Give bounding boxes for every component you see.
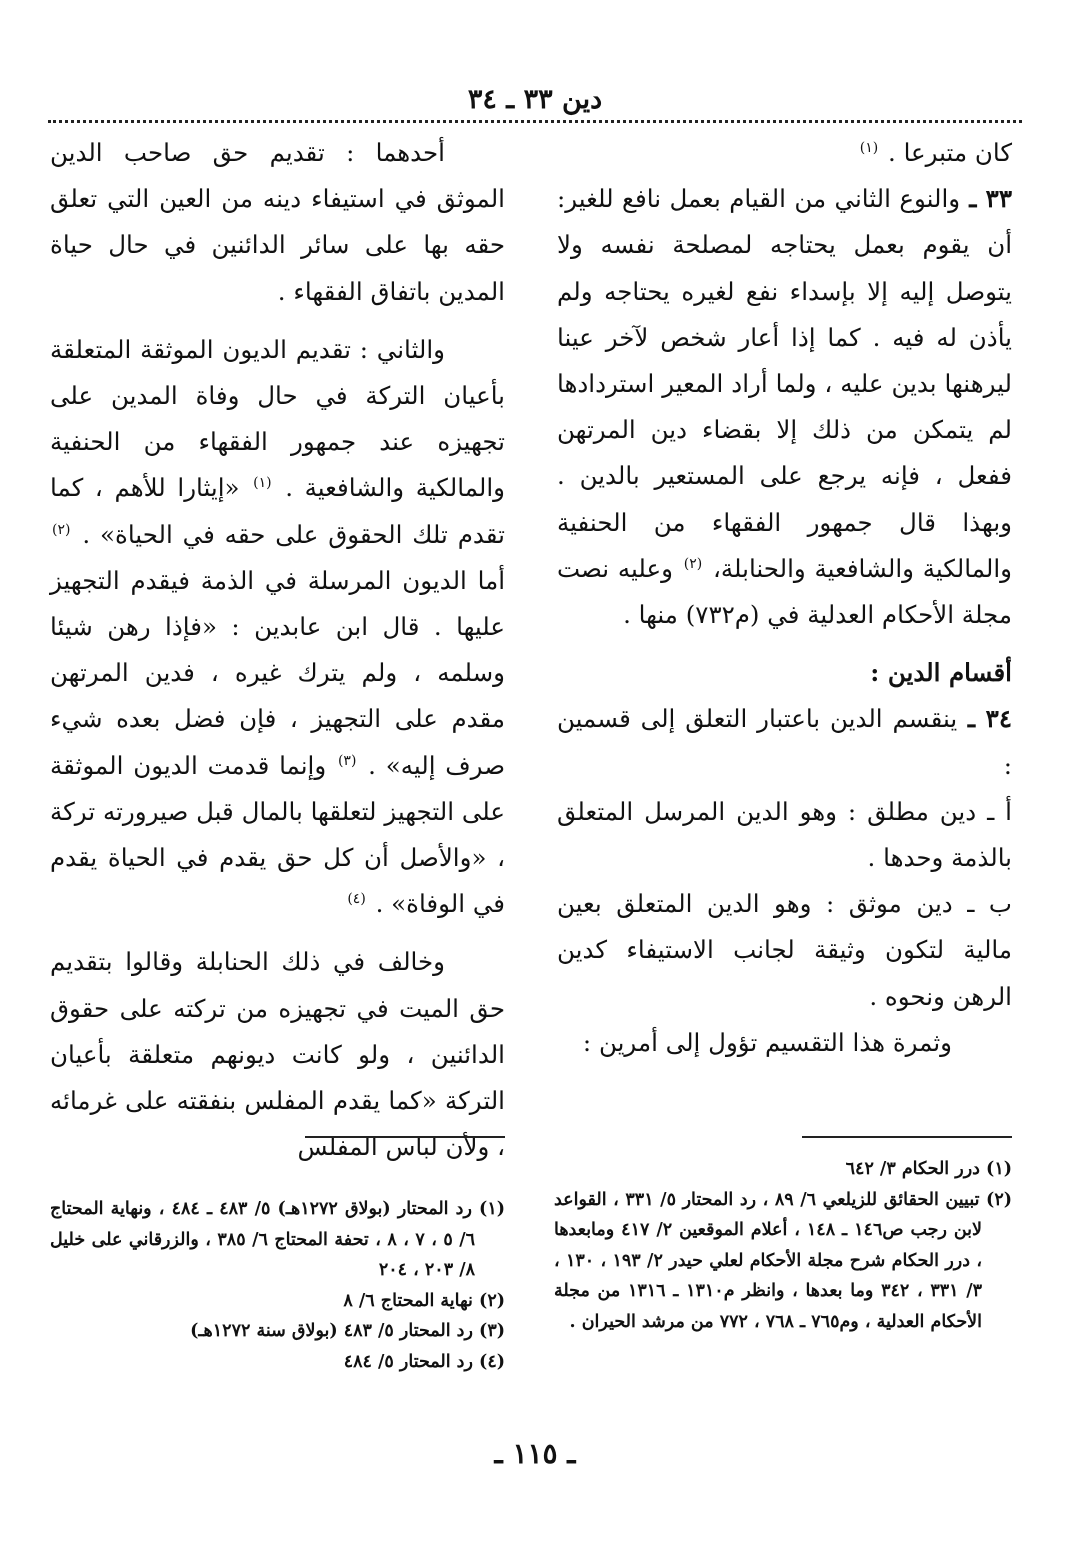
footnote-ref: (٤) [347, 891, 366, 908]
footnotes-right [554, 1154, 1012, 1338]
footnote: (٢) نهاية المحتاج ٦/ ٨ [343, 1290, 505, 1311]
paragraph-fruit: وثمرة هذا التقسيم تؤول إلى أمرين : [582, 1027, 952, 1057]
paragraph-text: وعليه نصت مجلة الأحكام العدلية في (م٧٣٢) منها . [557, 553, 1012, 630]
footnote-ref: (٣) [337, 752, 357, 769]
paragraph-second-matter [50, 327, 505, 928]
paragraph-text: أما الديون المرسلة في الذمة فيقدم التجهيز عليها . قال ابن عابدين : «فإذا رهن شيئا وسلمه ، ولم يترك غيره ، فدين المرتهن مقدم على التجهيز ، فإن فضل بعده شيء صرف إليه» . [50, 565, 505, 780]
paragraph-text: وإنما قدمت الديون الموثقة على التجهيز لتعلقها بالمال قبل صيرورته تركة ، «والأصل أن كل حق يقدم في الحياة يقدم في الوفاة» . [50, 750, 505, 919]
left-column [50, 130, 505, 1170]
header-dotted-rule [48, 120, 1022, 123]
footnote: (١) درر الحكام ٣/ ٦٤٢ [845, 1159, 1012, 1179]
paragraph-text: والنوع الثاني من القيام بعمل نافع للغير: أن يقوم بعمل يحتاجه لمصلحة نفسه ولا يتوصل إليه إلا بإسداء نفع لغيره يحتاجه ولم يأذن له فيه . كما إذا أعار شخص لآخر عينا ليرهنها بدين عليه ، ولما أراد المعير استردادها لم يتمكن من ذلك إلا بقضاء دين المرتهن ففعل ، فإنه يرجع على المستعير بالدين . وبهذا قال جمهور الفقهاء من الحنفية والمالكية والشافعية والحنابلة، [557, 184, 1012, 583]
footnote: (٣) رد المحتار ٥/ ٤٨٣ (بولاق سنة ١٢٧٢هـ) [190, 1321, 505, 1342]
list-item-a: أ ـ دين مطلق : وهو الدين المرسل المتعلق بالذمة وحدها . [557, 796, 1012, 873]
paragraph-first-matter: أحدهما : تقديم حق صاحب الدين الموثق في استيفاء دينه من العين التي تعلق حقه بها على سائر الدائنين في حال حياة المدين باتفاق الفقهاء . [50, 138, 505, 306]
footnote-ref: (١) [253, 475, 272, 492]
paragraph-text: ينقسم الدين باعتبار التعلق إلى قسمين : [557, 704, 1012, 780]
page-number: ـ ١١٥ ـ [494, 1437, 576, 1470]
footnote-ref: (١) [859, 140, 879, 156]
paragraph-34 [557, 696, 1012, 788]
paragraph-continuation [557, 130, 1012, 176]
footnotes-left [50, 1194, 505, 1378]
footnote-separator-right [802, 1136, 1012, 1138]
list-item-b: ب ـ دين موثق : وهو الدين المتعلق بعين مالية لتكون وثيقة لجانب الاستيفاء كدين الرهن ونحوه . [557, 889, 1012, 1011]
paragraph-text: كان متبرعا . [880, 138, 1012, 167]
footnote: (٤) رد المحتار ٥/ ٤٨٤ [343, 1351, 505, 1372]
footnote-ref: (٢) [683, 555, 703, 572]
paragraph-33 [557, 176, 1012, 638]
footnote-ref: (٢) [52, 521, 71, 538]
paragraph-hanbali-view: وخالف في ذلك الحنابلة وقالوا بتقديم حق الميت في تجهيزه من تركته على حقوق الدائنين ، ولو كانت ديونهم متعلقة بأعيان التركة «كما يقدم المفلس بنفقته على غرمائه ، ولأن لباس المفلس [50, 947, 505, 1162]
running-header: دين ٣٣ ـ ٣٤ [467, 84, 603, 115]
section-number: ٣٣ ـ [960, 184, 1012, 214]
section-number: ٣٤ ـ [957, 704, 1012, 734]
section-heading: أقسام الدين : [870, 658, 1012, 688]
right-column [557, 130, 1012, 1066]
footnote: (١) رد المحتار (بولاق ١٢٧٢هـ) ٥/ ٤٨٣ ـ ٤٨٤ ، ونهاية المحتاج ٦/ ٥ ، ٧ ، ٨ ، تحفة المحتاج ٦/ ٣٨٥ ، والزرقاني على خليل ٨/ ٢٠٣ ، ٢٠٤ [50, 1199, 506, 1281]
paragraph-text: والثاني : تقديم الديون الموثقة المتعلقة بأعيان التركة في حال وفاة المدين على تجهيزه عند جمهور الفقهاء من الحنفية والمالكية والشافعية . [50, 334, 505, 503]
footnote-separator-left [305, 1136, 505, 1138]
paragraph-text: «إيثارا للأهم ، كما تقدم تلك الحقوق على حقه في الحياة» . [50, 473, 505, 549]
footnote: (٢) تبيين الحقائق للزيلعي ٦/ ٨٩ ، رد المحتار ٥/ ٣٣١ ، القواعد لابن رجب ص١٤٦ ـ ١٤٨ ، أعلام الموقعين ٢/ ٤١٧ ومابعدها ، درر الحكام شرح مجلة الأحكام لعلي حيدر ٢/ ١٩٣ ، ١٣٠ ، ٣/ ٣٣١ ، ٣٤٢ وما بعدها ، وانظر م١٣١٠ ـ ١٣١٦ من مجلة الأحكام العدلية ، وم٧٦٥ ـ ٧٦٨ ، ٧٧٢ من مرشد الحيران . [554, 1189, 1013, 1332]
